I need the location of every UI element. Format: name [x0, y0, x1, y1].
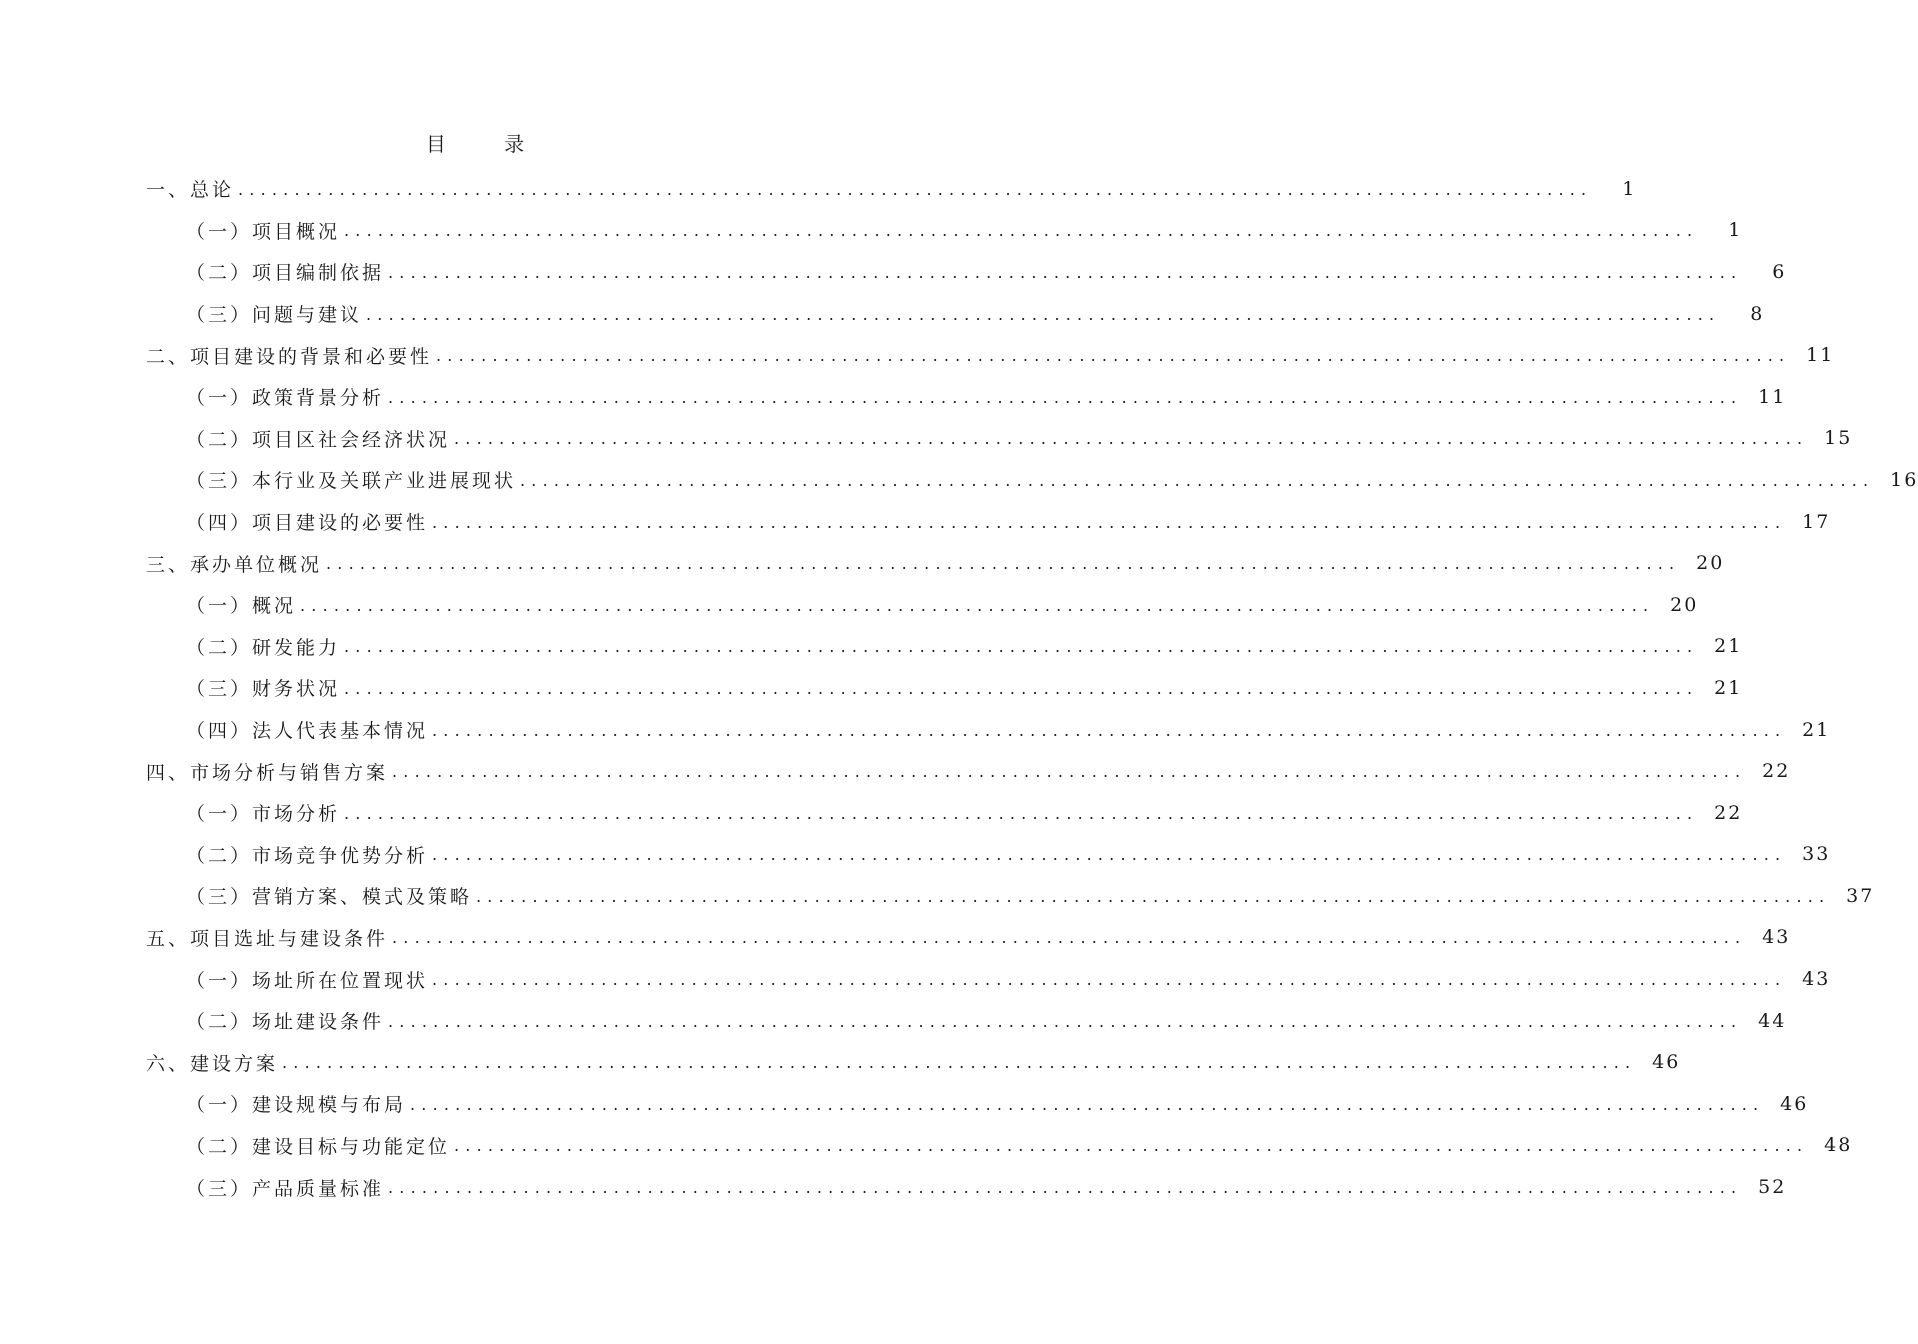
toc-section-entry[interactable]	[0, 418, 1853, 460]
toc-section-entry[interactable]	[0, 709, 1831, 751]
toc-entry-label: （二）项目编制依据	[186, 262, 385, 285]
toc-entry-label: （一）概况	[186, 595, 297, 618]
toc-page-number: 48	[1824, 1134, 1853, 1157]
toc-section-entry[interactable]	[0, 834, 1831, 876]
toc-section-entry[interactable]	[0, 584, 1699, 626]
toc-page-number: 16	[1890, 468, 1918, 491]
toc-dot-leader: ........................................................................................................................	[432, 970, 1787, 990]
toc-section-entry[interactable]	[0, 1083, 1809, 1125]
toc-entry-label: 二、项目建设的背景和必要性	[146, 345, 433, 368]
toc-page-number: 8	[1750, 302, 1765, 325]
toc-section-entry[interactable]	[0, 875, 1875, 917]
toc-dot-leader: ........................................................................................................................	[432, 845, 1787, 865]
toc-dot-leader: ........................................................................................................................	[238, 179, 1593, 199]
toc-entry-label: （二）研发能力	[186, 636, 341, 659]
toc-page-number: 43	[1762, 926, 1791, 949]
toc-entry-label: （四）项目建设的必要性	[186, 512, 429, 535]
toc-dot-leader: ........................................................................................................................	[388, 262, 1743, 282]
toc-chapter-entry[interactable]	[0, 750, 1791, 792]
toc-page-number: 37	[1846, 884, 1875, 907]
toc-section-entry[interactable]	[0, 667, 1743, 709]
toc-page-number: 21	[1714, 635, 1743, 658]
toc-entry-label: （二）场址建设条件	[186, 1011, 385, 1034]
toc-dot-leader: ........................................................................................................................	[300, 595, 1655, 615]
toc-page-number: 46	[1652, 1051, 1681, 1074]
toc-dot-leader: ........................................................................................................................	[392, 762, 1747, 782]
toc-page-number: 17	[1802, 510, 1831, 533]
toc-entry-label: 六、建设方案	[146, 1052, 279, 1075]
toc-dot-leader: ........................................................................................................................	[454, 1136, 1809, 1156]
toc-entry-label: 四、市场分析与销售方案	[146, 761, 389, 784]
toc-section-entry[interactable]	[0, 1000, 1787, 1042]
toc-entry-label: （三）问题与建议	[186, 304, 363, 327]
toc-entry-label: （一）场址所在位置现状	[186, 969, 429, 992]
toc-section-entry[interactable]	[0, 1166, 1787, 1208]
toc-entry-label: （三）产品质量标准	[186, 1177, 385, 1200]
toc-section-entry[interactable]	[0, 501, 1831, 543]
toc-entry-label: （一）项目概况	[186, 220, 341, 243]
toc-dot-leader: ........................................................................................................................	[344, 678, 1699, 698]
toc-entry-label: （一）市场分析	[186, 803, 341, 826]
toc-chapter-entry[interactable]	[0, 1041, 1681, 1083]
toc-section-entry[interactable]	[0, 1125, 1853, 1167]
toc-chapter-entry[interactable]	[0, 334, 1835, 376]
toc-entry-label: （四）法人代表基本情况	[186, 720, 429, 743]
toc-dot-leader: ........................................................................................................................	[282, 1053, 1637, 1073]
toc-page-number: 20	[1696, 552, 1725, 575]
toc-title: 目 录	[425, 132, 551, 156]
toc-page-number: 11	[1806, 344, 1835, 367]
toc-entry-label: （二）项目区社会经济状况	[186, 428, 451, 451]
toc-dot-leader: ........................................................................................................................	[410, 1094, 1765, 1114]
toc-page-number: 1	[1728, 219, 1743, 242]
toc-page-number: 1	[1622, 177, 1637, 200]
toc-dot-leader: ........................................................................................................................	[388, 1011, 1743, 1031]
toc-section-entry[interactable]	[0, 459, 1918, 501]
toc-section-entry[interactable]	[0, 376, 1787, 418]
toc-dot-leader: ........................................................................................................................	[436, 346, 1791, 366]
toc-dot-leader: ........................................................................................................................	[344, 221, 1699, 241]
toc-dot-leader: ........................................................................................................................	[344, 637, 1699, 657]
toc-page-number: 21	[1714, 676, 1743, 699]
toc-entry-label: （三）营销方案、模式及策略	[186, 886, 473, 909]
toc-page-number: 33	[1802, 843, 1831, 866]
toc-entry-label: （二）市场竞争优势分析	[186, 844, 429, 867]
toc-dot-leader: ........................................................................................................................	[344, 803, 1699, 823]
toc-dot-leader: ........................................................................................................................	[432, 512, 1787, 532]
toc-dot-leader: ........................................................................................................................	[432, 720, 1787, 740]
toc-entry-label: （一）建设规模与布局	[186, 1094, 407, 1117]
toc-page-number: 11	[1758, 385, 1787, 408]
toc-entry-label: 五、项目选址与建设条件	[146, 927, 389, 950]
toc-dot-leader: ........................................................................................................................	[476, 886, 1831, 906]
toc-chapter-entry[interactable]	[0, 168, 1637, 210]
toc-section-entry[interactable]	[0, 792, 1743, 834]
toc-dot-leader: ........................................................................................................................	[326, 554, 1681, 574]
toc-entry-label: （一）政策背景分析	[186, 387, 385, 410]
toc-page-number: 20	[1670, 593, 1699, 616]
toc-dot-leader: ........................................................................................................................	[388, 1178, 1743, 1198]
toc-page-number: 43	[1802, 968, 1831, 991]
toc-page-number: 52	[1758, 1176, 1787, 1199]
toc-section-entry[interactable]	[0, 626, 1743, 668]
toc-dot-leader: ........................................................................................................................	[388, 387, 1743, 407]
toc-section-entry[interactable]	[0, 958, 1831, 1000]
toc-entry-label: （三）本行业及关联产业进展现状	[186, 470, 517, 493]
toc-chapter-entry[interactable]	[0, 917, 1791, 959]
toc-page-number: 15	[1824, 427, 1853, 450]
toc-chapter-entry[interactable]	[0, 542, 1725, 584]
toc-page-number: 22	[1762, 760, 1791, 783]
toc-section-entry[interactable]	[0, 293, 1765, 335]
toc-dot-leader: ........................................................................................................................	[454, 429, 1809, 449]
toc-page-number: 46	[1780, 1092, 1809, 1115]
toc-entry-label: 一、总论	[146, 179, 235, 202]
toc-entry-label: 三、承办单位概况	[146, 553, 323, 576]
toc-list	[0, 168, 1918, 1208]
toc-page-number: 22	[1714, 801, 1743, 824]
toc-entry-label: （三）财务状况	[186, 678, 341, 701]
toc-section-entry[interactable]	[0, 251, 1787, 293]
toc-dot-leader: ........................................................................................................................	[366, 304, 1721, 324]
toc-dot-leader: ........................................................................................................................	[392, 928, 1747, 948]
toc-entry-label: （二）建设目标与功能定位	[186, 1135, 451, 1158]
toc-page-number: 44	[1758, 1009, 1787, 1032]
toc-page-number: 6	[1772, 260, 1787, 283]
toc-section-entry[interactable]	[0, 210, 1743, 252]
toc-page-number: 21	[1802, 718, 1831, 741]
toc-dot-leader: ........................................................................................................................	[520, 470, 1875, 490]
